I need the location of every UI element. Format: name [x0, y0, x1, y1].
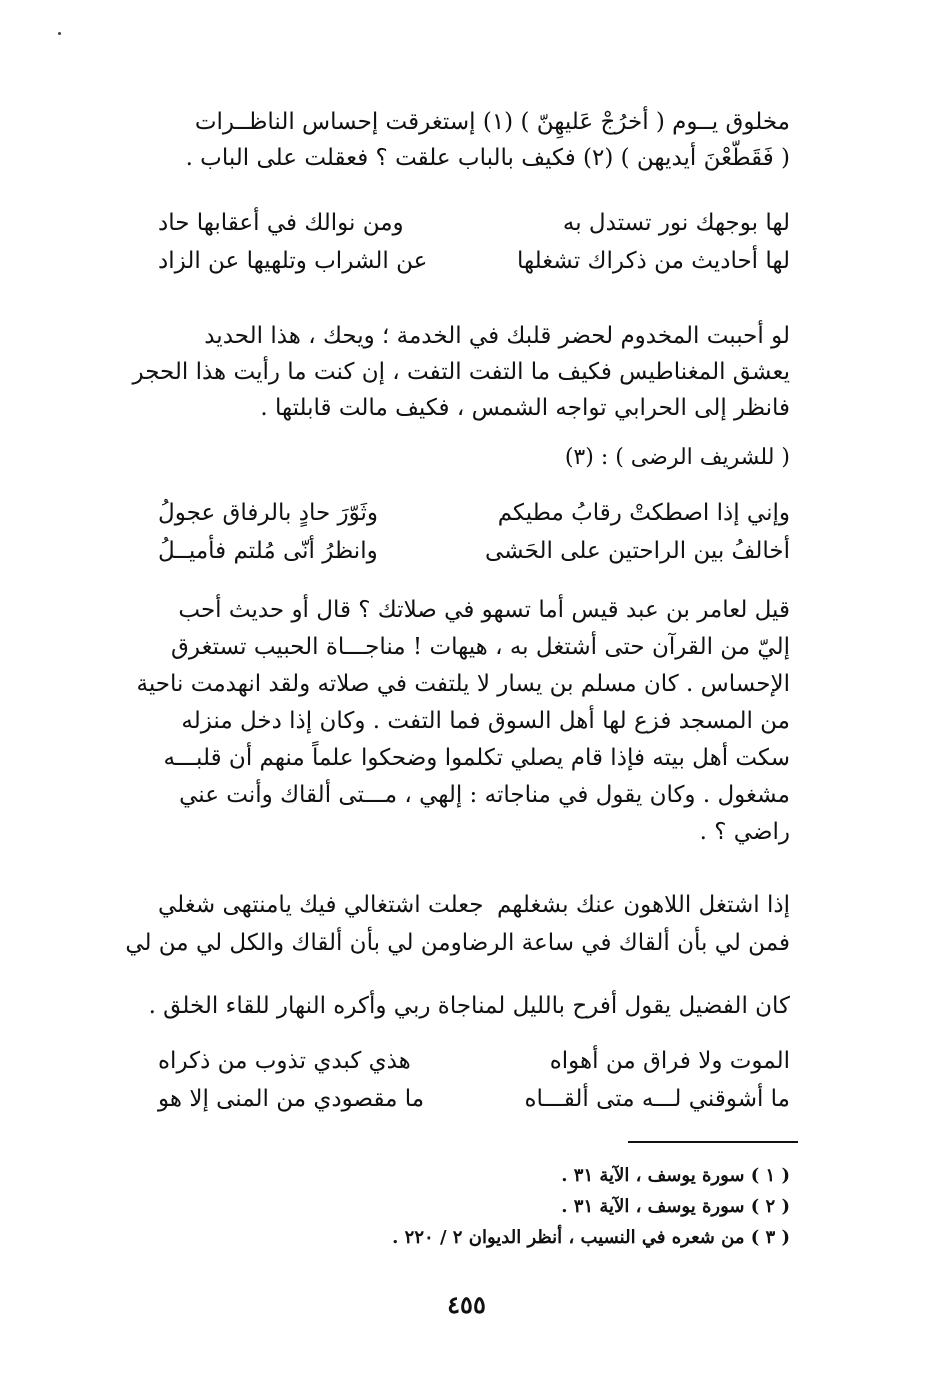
text-line: فانظر إلى الحرابي تواجه الشمس ، فكيف مالت قابلتها . — [260, 395, 790, 421]
verse-hemistich-right: فمن لي بأن ألقاك في ساعة الرضا — [461, 930, 790, 956]
text-line: الإحساس . كان مسلم بن يسار لا يلتفت في صلاته ولقد انهدمت ناحية — [136, 671, 790, 697]
footnote-separator — [628, 1141, 798, 1143]
verse-hemistich-left: ومن نوالك في أعقابها حاد — [158, 210, 404, 236]
verse-row — [158, 494, 790, 532]
text-line: لو أحببت المخدوم لحضر قلبك في الخدمة ؛ ويحك ، هذا الحديد — [204, 323, 790, 349]
scan-speck — [58, 32, 61, 35]
verse-hemistich-right: ما أشوقني لـــه متى ألقـــاه — [524, 1086, 790, 1112]
verse-row — [158, 532, 790, 570]
verse-hemistich-left: عن الشراب وتلهيها عن الزاد — [158, 248, 428, 274]
paragraph-2 — [132, 318, 790, 426]
text-line: إليّ من القرآن حتى أشتغل به ، هيهات ! مناجـــاة الحبيب تستغرق — [171, 634, 790, 660]
verse-hemistich-left: وثَوّرَ حادٍ بالرفاق عجولُ — [158, 500, 379, 526]
text-line: كان الفضيل يقول أفرح بالليل لمناجاة ربي وأكره النهار للقاء الخلق . — [148, 993, 790, 1019]
verse-block-4 — [158, 1042, 790, 1118]
verse-hemistich-left: ما مقصودي من المنى إلا هو — [158, 1086, 425, 1112]
text-line: راضي ؟ . — [699, 819, 790, 845]
verse-hemistich-right: الموت ولا فراق من أهواه — [549, 1048, 790, 1074]
verse-row — [158, 886, 790, 924]
text-line: مخلوق يــوم ( أخرُجْ عَليهِنّ ) (١) إستغرقت إحساس الناظــرات — [194, 109, 790, 135]
verse-row — [158, 1042, 790, 1080]
verse-hemistich-right: أخالفُ بين الراحتين على الحَشى — [484, 538, 790, 564]
verse-block-3 — [125, 886, 790, 962]
verse-hemistich-left: هذي كبدي تذوب من ذكراه — [158, 1048, 411, 1074]
verse-hemistich-right: وإني إذا اصطكتْ رقابُ مطيكم — [497, 500, 790, 526]
verse-row — [158, 1080, 790, 1118]
verse-hemistich-left: وانظرُ أنّى مُلتم فأميــلُ — [158, 538, 378, 564]
verse-hemistich-right: لها أحاديث من ذكراك تشغلها — [516, 248, 790, 274]
paragraph-4 — [148, 988, 790, 1024]
verse-row — [158, 242, 790, 280]
footnote-3: ( ٣ ) من شعره في النسيب ، أنظر الديوان ٢ / ٢٢٠ . — [392, 1227, 790, 1248]
footnote-1: ( ١ ) سورة يوسف ، الآية ٣١ . — [561, 1165, 790, 1186]
text-line: قيل لعامر بن عبد قيس أما تسهو في صلاتك ؟ قال أو حديث أحب — [178, 597, 790, 623]
verse-hemistich-left: ومن لي بأن ألقاك والكل لي من لي — [125, 930, 462, 956]
paragraph-3 — [136, 592, 790, 851]
text-line: ( فَقَطّعْنَ أيديهن ) (٢) فكيف بالباب علقت ؟ فعقلت على الباب . — [185, 145, 790, 171]
poet-attribution: ( للشريف الرضى ) : (٣) — [564, 445, 790, 470]
text-line: سكت أهل بيته فإذا قام يصلي تكلموا وضحكوا علماً منهم أن قلبـــه — [163, 745, 790, 771]
page-number: ٤٥٥ — [447, 1290, 486, 1319]
verse-hemistich-right: إذا اشتغل اللاهون عنك بشغلهم — [497, 892, 790, 918]
verse-row — [125, 924, 790, 962]
text-line: مشغول . وكان يقول في مناجاته : إلهي ، مـــتى ألقاك وأنت عني — [179, 782, 790, 808]
paragraph-1 — [158, 104, 790, 176]
verse-block-2 — [158, 494, 790, 570]
text-line: من المسجد فزع لها أهل السوق فما التفت . وكان إذا دخل منزله — [181, 708, 790, 734]
verse-hemistich-right: لها بوجهك نور تستدل به — [562, 210, 790, 236]
verse-block-1 — [158, 204, 790, 280]
verse-hemistich-left: جعلت اشتغالي فيك يامنتهى شغلي — [158, 892, 484, 918]
footnotes — [360, 1160, 790, 1253]
footnote-2: ( ٢ ) سورة يوسف ، الآية ٣١ . — [561, 1196, 790, 1217]
verse-row — [158, 204, 790, 242]
text-line: يعشق المغناطيس فكيف ما التفت التفت ، إن كنت ما رأيت هذا الحجر — [132, 359, 790, 385]
